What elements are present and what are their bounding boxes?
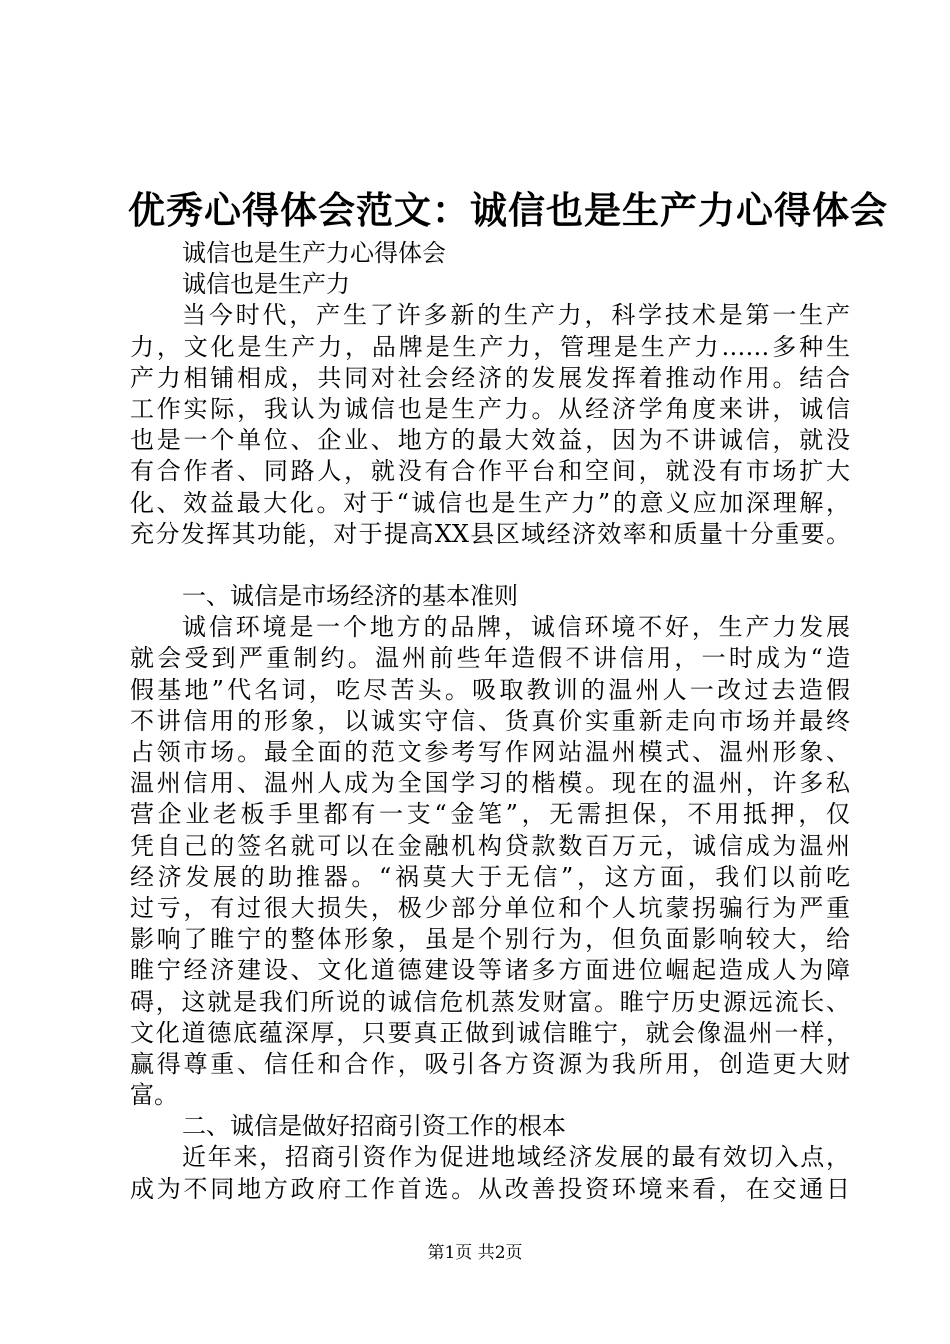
page-number: 第1页 共2页 [427, 1243, 523, 1263]
paragraph-intro [130, 300, 850, 550]
text-line: 碍，这就是我们所说的诚信危机蒸发财富。睢宁历史源远流长、 [130, 987, 850, 1016]
text-line: 充分发挥其功能，对于提高XX县区域经济效率和质量十分重要。 [130, 519, 850, 548]
paragraph-gap [130, 550, 850, 581]
text-line: 温州信用、温州人成为全国学习的楷模。现在的温州，许多私 [130, 769, 850, 798]
text-line: 过亏，有过很大损失，极少部分单位和个人坑蒙拐骗行为严重 [130, 893, 850, 922]
subtitle-line: 诚信也是生产力 [182, 270, 350, 299]
text-line: 营企业老板手里都有一支“金笔”，无需担保，不用抵押，仅 [130, 800, 850, 829]
text-line: 不讲信用的形象，以诚实守信、货真价实重新走向市场并最终 [130, 706, 850, 735]
text-line: 也是一个单位、企业、地方的最大效益，因为不讲诚信，就没 [130, 426, 850, 455]
text-line: 占领市场。最全面的范文参考写作网站温州模式、温州形象、 [130, 738, 850, 766]
document-body [130, 238, 850, 1205]
text-line: 力，文化是生产力，品牌是生产力，管理是生产力……多种生 [130, 332, 850, 361]
document-title: 优秀心得体会范文：诚信也是生产力心得体会 [128, 188, 888, 232]
text-line: 睢宁经济建设、文化道德建设等诸多方面进位崛起造成人为障 [130, 956, 850, 985]
text-line: 当今时代，产生了许多新的生产力，科学技术是第一生产 [182, 301, 850, 330]
text-line: 产力相铺相成，共同对社会经济的发展发挥着推动作用。结合 [130, 363, 850, 392]
text-line: 化、效益最大化。对于“诚信也是生产力”的意义应加深理解， [130, 488, 850, 517]
text-line: 工作实际，我认为诚信也是生产力。从经济学角度来讲，诚信 [130, 394, 850, 423]
text-line: 凭自己的签名就可以在金融机构贷款数百万元，诚信成为温州 [130, 831, 850, 860]
subtitle-line: 诚信也是生产力心得体会 [182, 239, 446, 267]
text-line: 近年来，招商引资作为促进地域经济发展的最有效切入点， [182, 1143, 850, 1172]
paragraph-section-2 [130, 1142, 850, 1204]
text-line: 文化道德底蕴深厚，只要真正做到诚信睢宁，就会像温州一样， [130, 1018, 850, 1047]
section-heading: 一、诚信是市场经济的基本准则 [182, 582, 518, 611]
text-line: 有合作者、同路人，就没有合作平台和空间，就没有市场扩大 [130, 457, 850, 486]
text-line: 影响了睢宁的整体形象，虽是个别行为，但负面影响较大，给 [130, 925, 850, 954]
text-line: 赢得尊重、信任和合作，吸引各方资源为我所用，创造更大财 [130, 1049, 850, 1078]
text-line: 诚信环境是一个地方的品牌，诚信环境不好，生产力发展 [182, 613, 850, 642]
text-line: 假基地”代名词，吃尽苦头。吸取教训的温州人一改过去造假 [130, 675, 850, 704]
section-heading: 二、诚信是做好招商引资工作的根本 [182, 1112, 566, 1141]
text-line: 就会受到严重制约。温州前些年造假不讲信用，一时成为“造 [130, 644, 850, 673]
paragraph-section-1 [130, 612, 850, 1111]
text-line: 富。 [130, 1081, 178, 1110]
text-line: 经济发展的助推器。“祸莫大于无信”，这方面，我们以前吃 [130, 862, 850, 891]
text-line: 成为不同地方政府工作首选。从改善投资环境来看，在交通日 [130, 1174, 850, 1203]
